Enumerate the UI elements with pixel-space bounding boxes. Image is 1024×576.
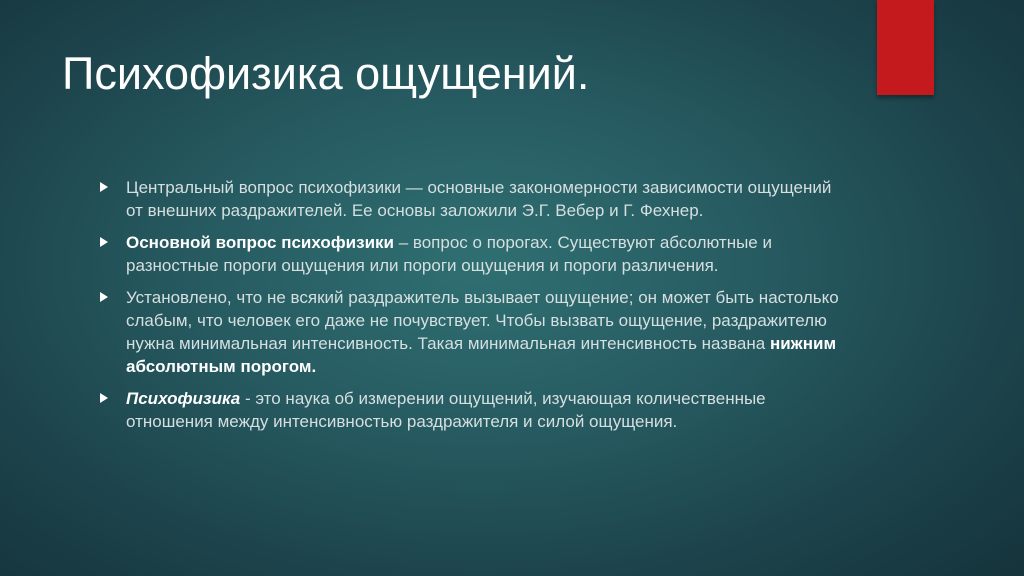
bullet-text: Установлено, что не всякий раздражитель вызывает ощущение; он может быть настолько слабым, что человек его даже не почувствует. Чтобы вызвать ощущение, раздражителю нужна минимальная интенсивность. Такая минимальная интенсивность названа [126, 288, 839, 353]
triangle-bullet-icon [100, 237, 108, 247]
bullet-emphasis: Психофизика [126, 389, 241, 408]
bullet-text: - это наука об измерении ощущений, изучающая количественные отношения между интенсивностью раздражителя и силой ощущения. [126, 389, 766, 431]
bullet-item-1 [100, 176, 842, 222]
bullet-text: Центральный вопрос психофизики — основные закономерности зависимости ощущений от внешних раздражителей. Ее основы заложили Э.Г. Вебер и Г. Фехнер. [126, 178, 832, 220]
bullet-emphasis: Основной вопрос психофизики [126, 233, 394, 252]
accent-tab [877, 0, 934, 95]
triangle-bullet-icon [100, 393, 108, 403]
slide-title: Психофизика ощущений. [62, 48, 590, 99]
bullet-list [100, 176, 842, 442]
bullet-item-2 [100, 231, 842, 277]
bullet-item-3 [100, 286, 842, 378]
bullet-emphasis: нижним абсолютным порогом. [126, 334, 837, 376]
bullet-text: – вопрос о порогах. Существуют абсолютные и разностные пороги ощущения или пороги ощущения и пороги различения. [126, 233, 772, 275]
bullet-item-4 [100, 387, 842, 433]
triangle-bullet-icon [100, 292, 108, 302]
triangle-bullet-icon [100, 182, 108, 192]
